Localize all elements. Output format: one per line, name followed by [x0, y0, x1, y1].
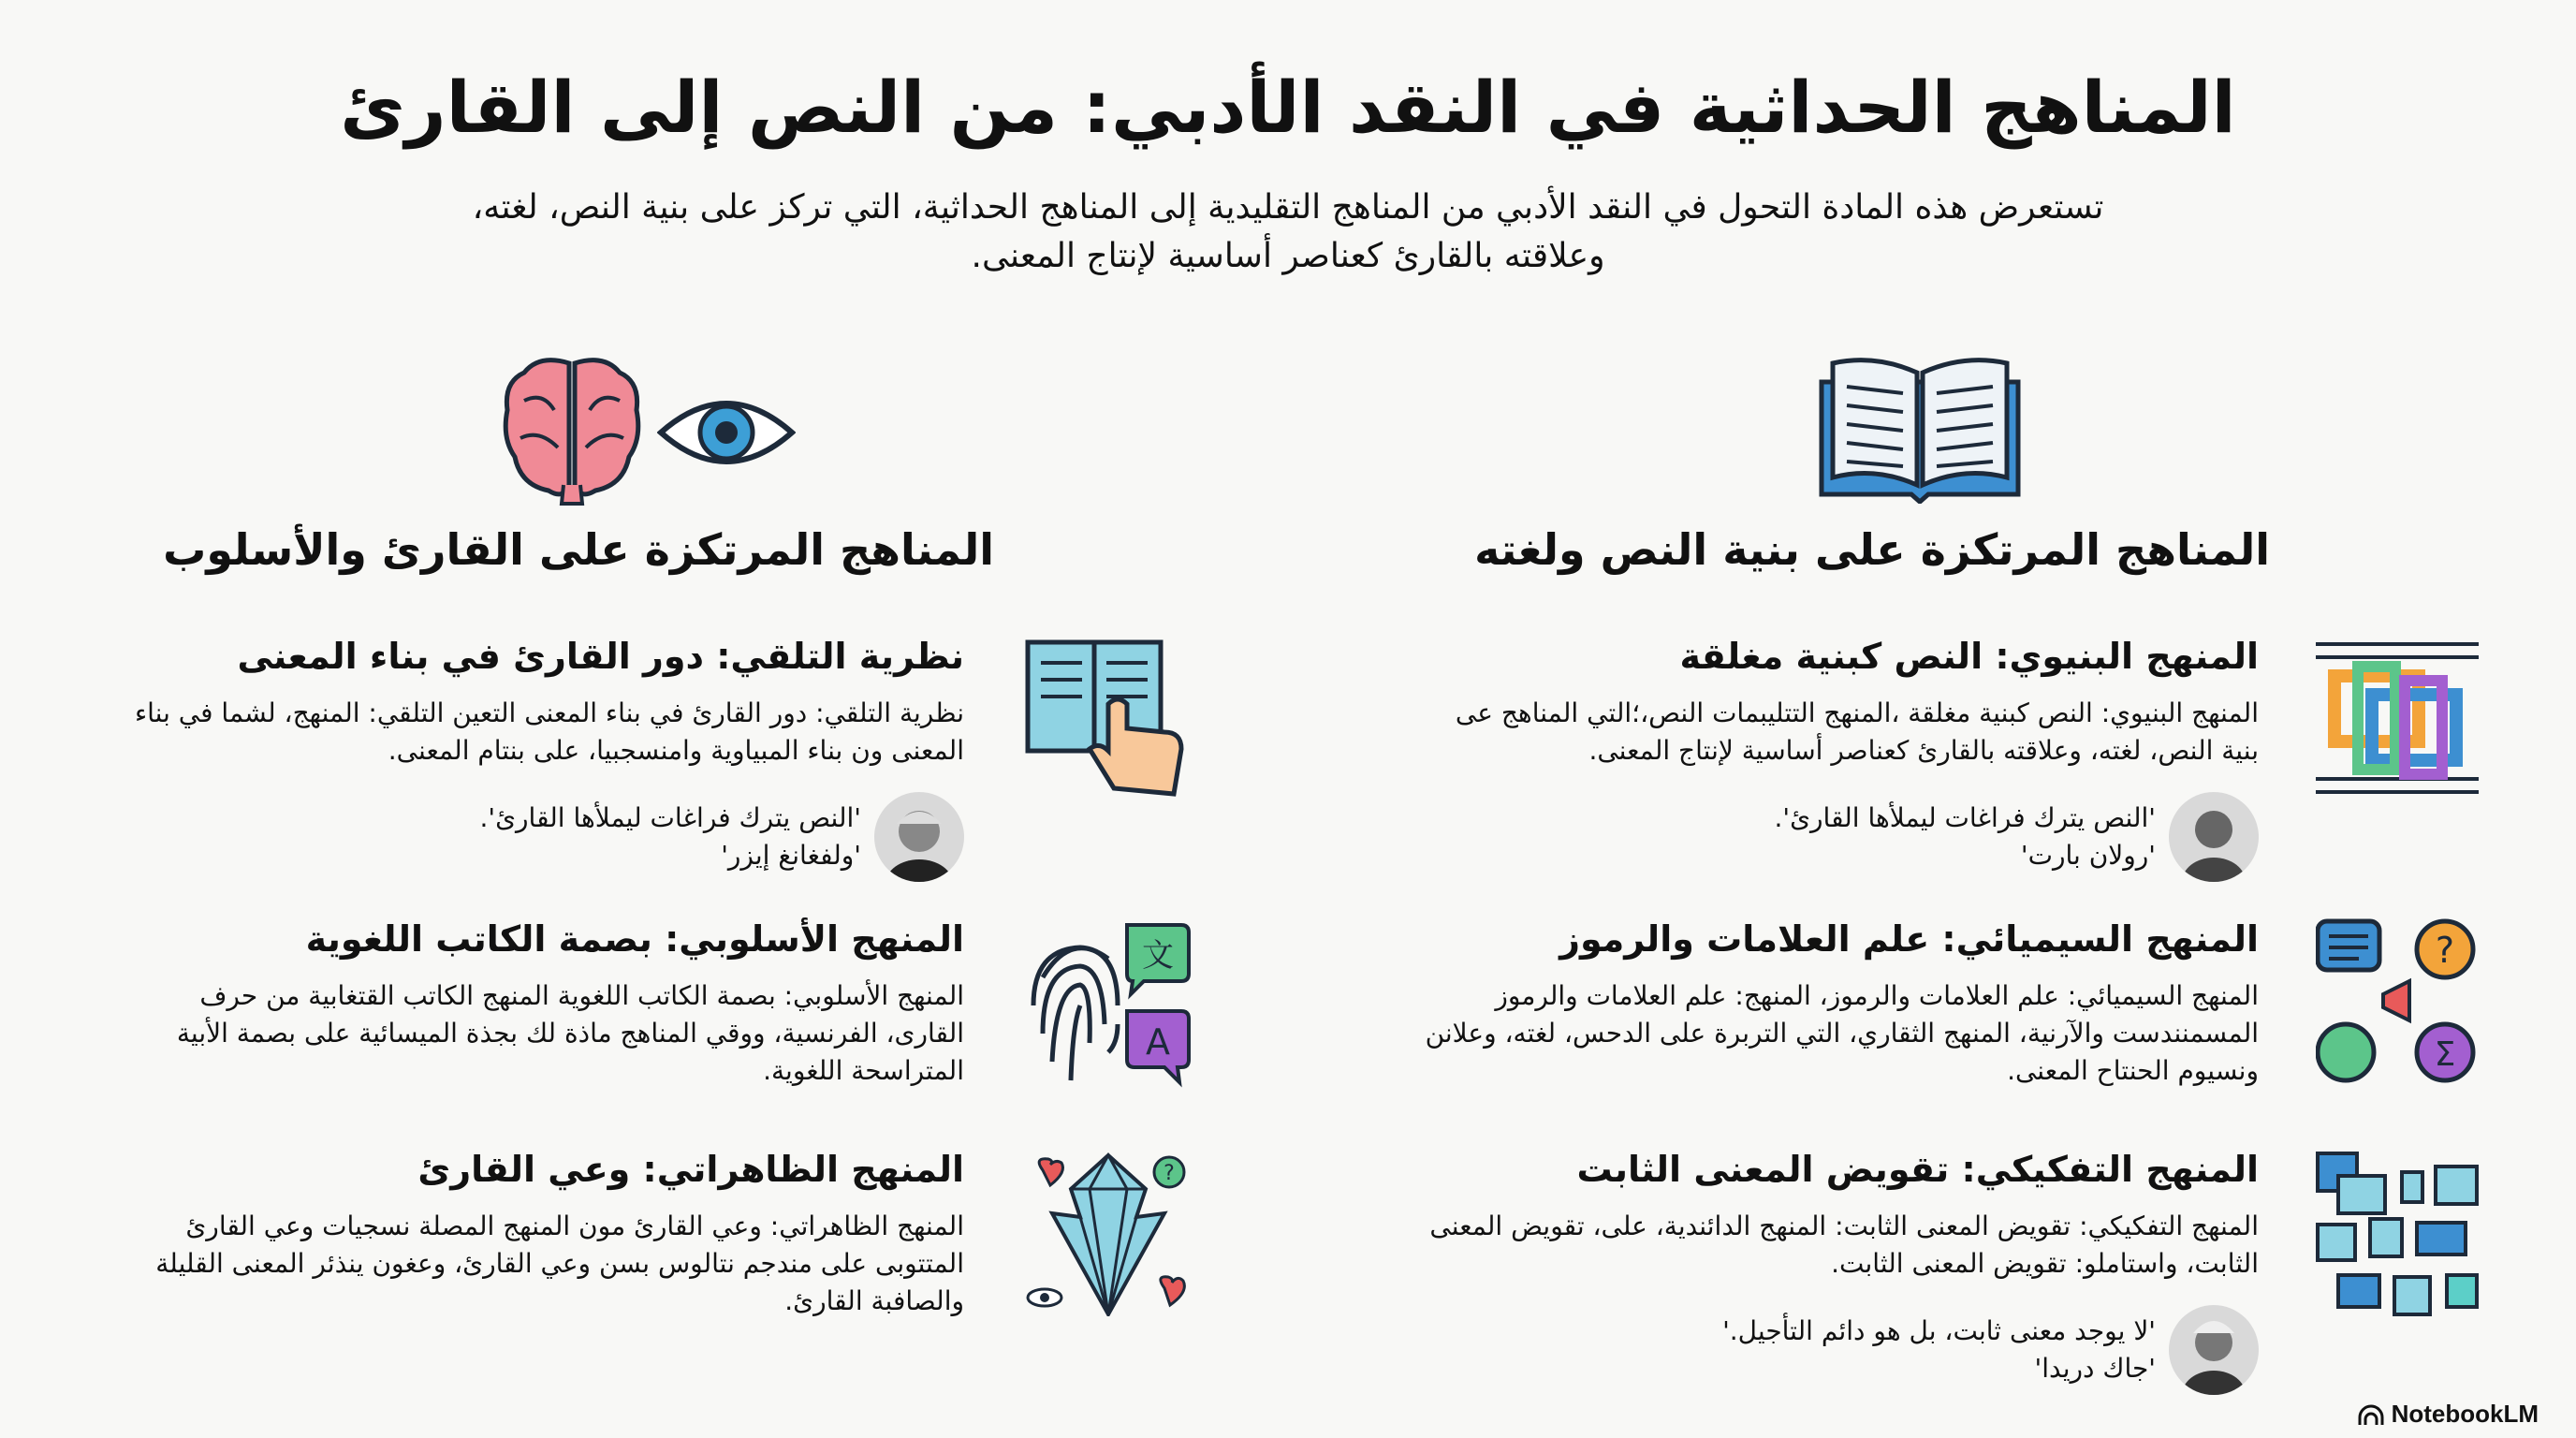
- left-section-heading: المناهج المرتكزة على القارئ والأسلوب: [163, 524, 994, 575]
- item-body: المنهج البنيوي: النص كبنية مغلقة ،المنهج التتليبمات النص،؛التي المناهج عى بنية النص، لغته، وعلاقته بالقارئ كعناصر أساسية لإنتاج المعنى.: [1455, 697, 2259, 766]
- item-title: المنهج البنيوي: النص كبنية مغلقة: [1679, 636, 2259, 677]
- item-body: المنهج التفكيكي: تقويض المعنى الثابت: المنهج الدائندية، على، تقويض المعنى الثابت، واستاملو: تقويض المعنى الثابت.: [1429, 1211, 2259, 1279]
- reading-hand-icon: [1024, 638, 1189, 800]
- item-body: نظرية التلقي: دور القارئ في بناء المعنى التعين التلقي: المنهج، لشما في بناء المعنى ون بناء المبياوية وامنسجبيا، على بنتام المعنى.: [134, 697, 964, 766]
- quote: [1416, 1305, 2259, 1395]
- quote: [131, 792, 964, 882]
- item-title: المنهج التفكيكي: تقويض المعنى الثابت: [1576, 1149, 2259, 1190]
- quote: [1416, 792, 2259, 882]
- quote-text: 'النص يترك فراغات ليملأها القارئ'.: [479, 802, 861, 833]
- item-reception-theory: [131, 633, 964, 882]
- svg-text:?: ?: [2435, 930, 2455, 971]
- item-title: المنهج السيميائي: علم العلامات والرموز: [1559, 918, 2259, 960]
- item-title: المنهج الأسلوبي: بصمة الكاتب اللغوية: [305, 918, 964, 960]
- item-title: نظرية التلقي: دور القارئ في بناء المعنى: [237, 636, 964, 677]
- quote-author: 'ولفغانغ إيزر': [721, 840, 861, 871]
- avatar: [2169, 792, 2259, 882]
- item-title: المنهج الظاهراتي: وعي القارئ: [417, 1149, 964, 1190]
- broken-pieces-icon: [2316, 1152, 2481, 1316]
- svg-text:文: 文: [1142, 937, 1174, 975]
- svg-text:?: ?: [1164, 1162, 1175, 1185]
- page-title: المناهج الحداثية في النقد الأدبي: من النص إلى القارئ: [340, 66, 2236, 149]
- item-body: المنهج الظاهراتي: وعي القارئ مون المنهج المصلة نسجيات وعي القارئ المتتوبى على مندجم نتالوس بسن وعي القارئ، وعغون ينذئر المعنى القليلة والصافبة القارئ.: [155, 1211, 964, 1316]
- item-structuralism: [1416, 633, 2259, 882]
- svg-text:A: A: [1146, 1021, 1170, 1063]
- quote-author: 'رولان بارت': [2020, 840, 2156, 871]
- item-deconstruction: [1416, 1146, 2259, 1395]
- woven-knot-icon: [2316, 638, 2479, 800]
- svg-text:Σ: Σ: [2434, 1035, 2456, 1074]
- open-book-icon: [1814, 354, 2026, 504]
- right-section-heading: المناهج المرتكزة على بنية النص ولغته: [1474, 524, 2270, 575]
- quote-author: 'جاك دريدا': [2034, 1353, 2156, 1384]
- item-stylistics: [131, 916, 964, 1090]
- item-semiotics: [1416, 916, 2259, 1090]
- quote-text: 'لا يوجد معنى ثابت، بل هو دائم التأجيل.': [1722, 1315, 2156, 1346]
- quote-text: 'النص يترك فراغات ليملأها القارئ'.: [1774, 802, 2156, 833]
- signs-symbols-icon: [2316, 917, 2479, 1086]
- avatar: [874, 792, 964, 882]
- item-phenomenology: [131, 1146, 964, 1320]
- crystal-icon: [1024, 1152, 1193, 1316]
- brain-icon: [502, 354, 642, 506]
- notebooklm-icon: [2358, 1404, 2384, 1425]
- page-subtitle: تستعرض هذه المادة التحول في النقد الأدبي من المناهج التقليدية إلى المناهج الحداثية، التي تركز على بنية النص، لغته، وعلاقته بالقارئ كعناصر أساسية لإنتاج المعنى.: [472, 188, 2104, 275]
- eye-icon: [657, 393, 796, 472]
- item-body: المنهج السيميائي: علم العلامات والرموز، المنهج: علم العلامات والرموز المسمنندست والآرنية، المنهج الثقاري، التي التربرة على الدحس، لغته، وعلانن ونسيوم الحنتاح المعنى.: [1425, 980, 2259, 1086]
- fingerprint-translate-icon: [1024, 921, 1193, 1090]
- avatar: [2169, 1305, 2259, 1395]
- notebooklm-logo: [2358, 1400, 2539, 1429]
- logo-text: NotebookLM: [2391, 1400, 2539, 1428]
- item-body: المنهج الأسلوبي: بصمة الكاتب اللغوية المنهج الكاتب القتغابية من حرف القارى، الفرنسية، ووقي المناهج ماذة لك بجذة الميسائية على بصمة الأبية المتراسحة اللغوية.: [176, 980, 964, 1086]
